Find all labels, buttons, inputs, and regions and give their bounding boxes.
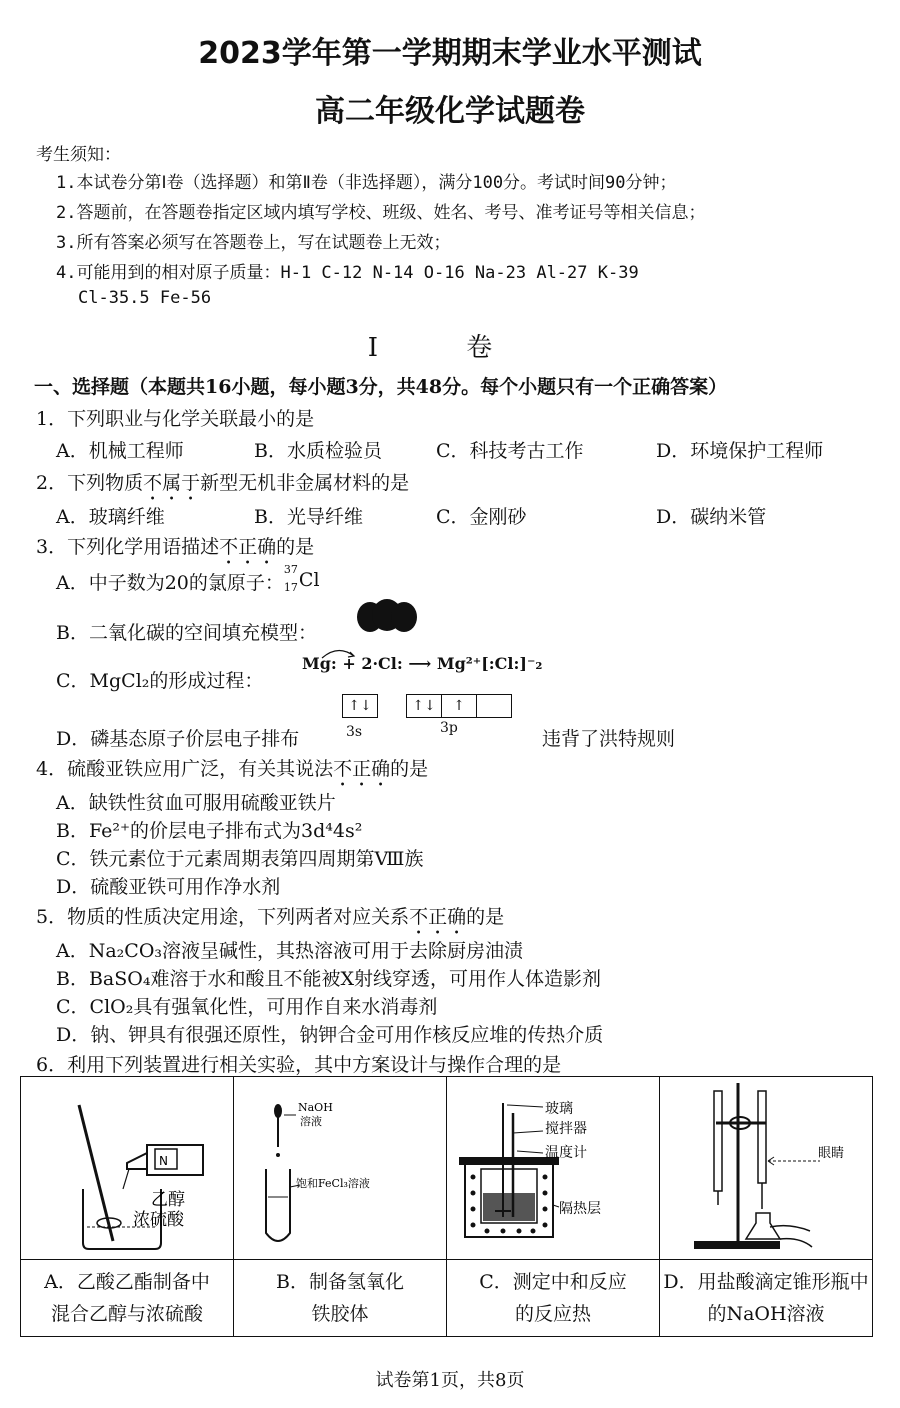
co2-space-filling-model-image [356,598,418,636]
q3-option-d-tail: 违背了洪特规则 [542,728,676,750]
q4-stem: 4．硫酸亚铁应用广泛，有关其说法不正确的是 [36,758,429,780]
section-heading: 一、选择题（本题共16小题，每小题3分，共48分。每个小题只有一个正确答案） [34,376,728,398]
nuclide-symbol: Cl [298,569,320,591]
exam-title: 2023学年第一学期期末学业水平测试 [198,36,702,71]
q2-option-b: B．光导纤维 [254,506,363,528]
page-footer: 试卷第1页，共8页 [375,1370,525,1391]
apparatus-b-image [234,1077,446,1255]
q3-option-b: B．二氧化碳的空间填充模型： [56,622,317,644]
q5-option-d: D．钠、钾具有很强还原性，钠钾合金可用作核反应堆的传热介质 [56,1024,604,1046]
q4-option-d: D．硫酸亚铁可用作净水剂 [56,876,281,898]
q3-option-a: A．中子数为20的氯原子： 37 17 Cl [56,563,320,594]
q1-option-c: C．科技考古工作 [436,440,584,462]
apparatus-table [20,1076,873,1337]
q3-option-c: C．MgCl₂的形成过程： [56,670,264,692]
q5-option-c: C．ClO₂具有强氧化性，可用作自来水消毒剂 [56,996,438,1018]
apparatus-c-label-glass: 玻璃 [545,1101,573,1117]
apparatus-d-label-eye: 眼睛 [818,1146,845,1161]
q4-option-c: C．铁元素位于元素周期表第四周期第Ⅷ族 [56,848,424,870]
q1-option-a: A．机械工程师 [56,440,184,462]
orbital-3s-label: 3s [346,724,363,740]
orbital-3p-box-1: ↑↓ [406,694,442,718]
part-heading: Ⅰ 卷 [367,333,533,363]
apparatus-b-label-solution: 溶液 [300,1115,322,1128]
apparatus-c-label-stirrer: 搅拌器 [545,1121,587,1137]
q3-stem: 3．下列化学用语描述不正确的是 [36,536,315,558]
q2-option-d: D．碳纳米管 [656,506,767,528]
q5-stem: 5．物质的性质决定用途，下列两者对应关系不正确的是 [36,906,505,928]
apparatus-c-label-insulation: 隔热层 [559,1201,601,1217]
orbital-3p-box-2: ↑ [442,694,477,718]
svg-text:N: N [159,1154,168,1168]
nuclide-atomic-number: 17 [283,581,298,594]
apparatus-d-cell [660,1077,873,1260]
q1-stem: 1．下列职业与化学关联最小的是 [36,408,315,430]
nuclide-mass-number: 37 [283,563,298,576]
apparatus-a-image [21,1077,233,1255]
electron-transfer-arrow-icon [318,644,358,660]
orbital-3p-boxes [406,694,512,718]
q1-option-b: B．水质检验员 [254,440,382,462]
q6-option-a: A．乙酸乙酯制备中 混合乙醇与浓硫酸 [21,1260,234,1337]
notice-item-2: 2.答题前，在答题卷指定区域内填写学校、班级、姓名、考号、准考证号等相关信息； [56,203,706,223]
notice-heading: 考生须知： [36,145,121,165]
apparatus-a-label-acid: 浓硫酸 [133,1210,184,1230]
q5-option-b: B．BaSO₄难溶于水和酸且不能被X射线穿透，可用作人体造影剂 [56,968,601,990]
notice-item-4-cont: Cl-35.5 Fe-56 [78,288,212,308]
q5-option-a: A．Na₂CO₃溶液呈碱性，其热溶液可用于去除厨房油渍 [56,940,524,962]
notice-item-3: 3.所有答案必须写在答题卷上，写在试题卷上无效； [56,233,451,253]
apparatus-d-image [660,1077,872,1255]
exam-subtitle: 高二年级化学试题卷 [315,94,585,129]
mgcl2-formation-equation: Mg: + 2·Cl: ⟶ Mg²⁺[:Cl:]⁻₂ [302,654,543,673]
notice-item-4: 4.可能用到的相对原子质量：H-1 C-12 N-14 O-16 Na-23 Al-27 K-39 [56,263,639,283]
q4-option-a: A．缺铁性贫血可服用硫酸亚铁片 [56,792,336,814]
orbital-3s-box: ↑↓ [342,694,378,718]
apparatus-c-cell [447,1077,660,1260]
apparatus-b-label-fecl3: 饱和FeCl₃溶液 [296,1177,370,1190]
q6-stem: 6．利用下列装置进行相关实验，其中方案设计与操作合理的是 [36,1054,562,1076]
q2-option-a: A．玻璃纤维 [56,506,165,528]
q4-option-b: B．Fe²⁺的价层电子排布式为3d⁴4s² [56,820,363,842]
orbital-3p-box-3 [477,694,512,718]
apparatus-a-cell [21,1077,234,1260]
q6-option-c: C．测定中和反应 的反应热 [447,1260,660,1337]
q2-stem: 2．下列物质不属于新型无机非金属材料的是 [36,472,410,494]
q1-option-d: D．环境保护工程师 [656,440,824,462]
apparatus-c-image [447,1077,659,1255]
apparatus-b-label-naoh: NaOH [298,1101,333,1114]
q3-option-d: D．磷基态原子价层电子排布 [56,728,300,750]
q6-option-d: D．用盐酸滴定锥形瓶中 的NaOH溶液 [660,1260,873,1337]
apparatus-a-label-ethanol: 乙醇 [151,1190,185,1210]
apparatus-c-label-thermometer: 温度计 [545,1145,587,1161]
q2-option-c: C．金刚砂 [436,506,527,528]
notice-item-1: 1.本试卷分第Ⅰ卷（选择题）和第Ⅱ卷（非选择题），满分100分。考试时间90分钟； [56,173,677,193]
q6-option-b: B．制备氢氧化 铁胶体 [234,1260,447,1337]
orbital-3p-label: 3p [440,720,458,736]
apparatus-b-cell [234,1077,447,1260]
